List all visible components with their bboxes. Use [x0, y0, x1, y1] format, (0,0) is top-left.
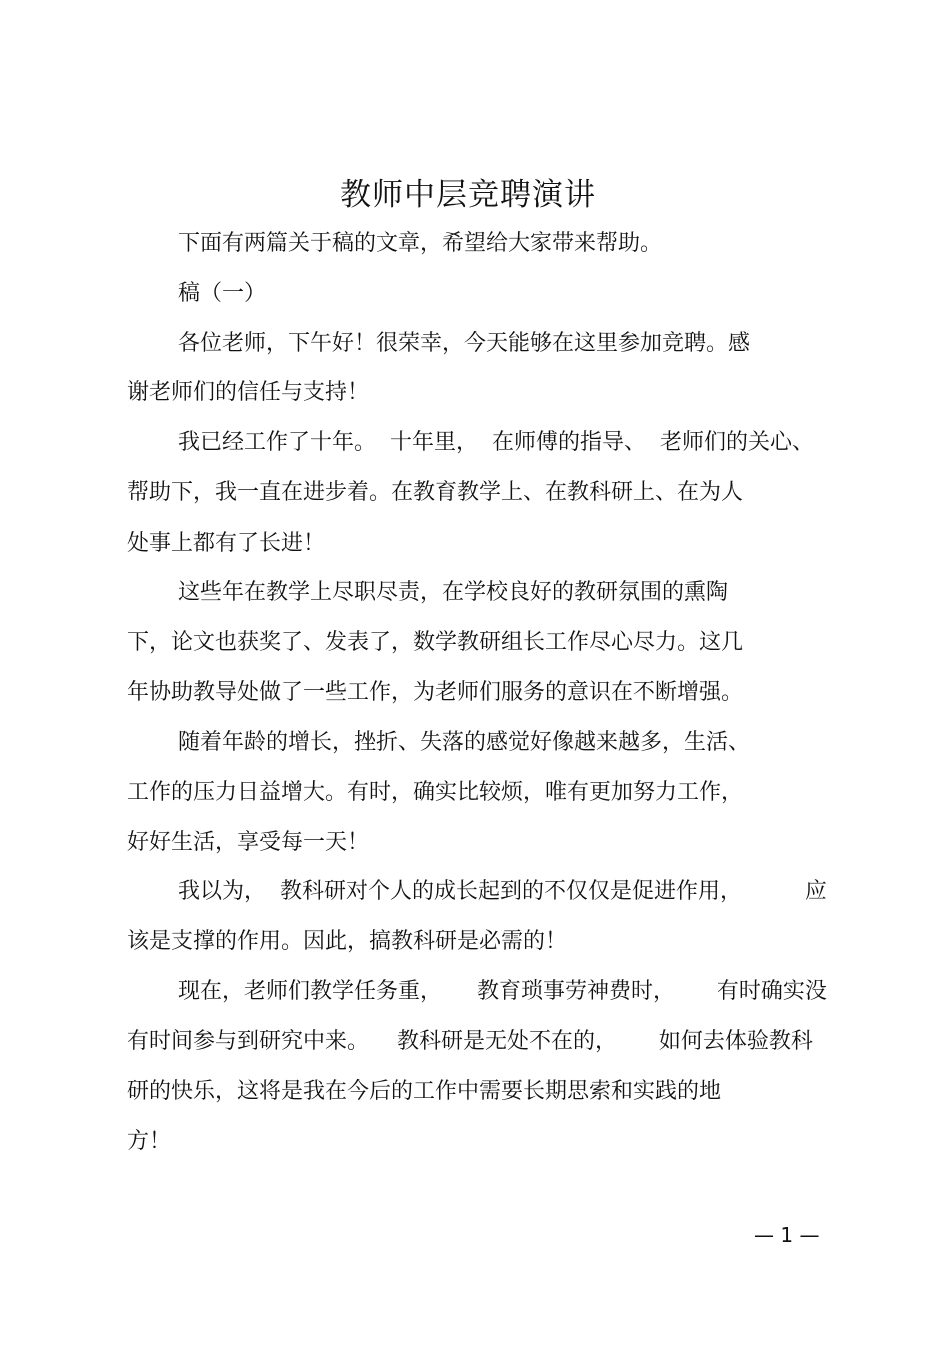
page-number: — 1 — — [754, 1223, 820, 1247]
body-line: 处事上都有了长进！ — [127, 531, 326, 556]
body-line: 我以为， 教科研对个人的成长起到的不仅仅是促进作用， 应 — [178, 879, 827, 904]
body-line: 年协助教导处做了一些工作，为老师们服务的意识在不断增强。 — [127, 680, 744, 705]
intro-line: 下面有两篇关于稿的文章，希望给大家带来帮助。 — [178, 231, 663, 256]
body-line: 各位老师，下午好！很荣幸，今天能够在这里参加竞聘。感 — [178, 331, 751, 356]
body-line: 好好生活，享受每一天！ — [127, 830, 370, 855]
body-line: 这些年在教学上尽职尽责，在学校良好的教研氛围的熏陶 — [178, 580, 729, 605]
body-line: 研的快乐，这将是我在今后的工作中需要长期思索和实践的地 — [127, 1079, 722, 1104]
section-heading: 稿（一） — [178, 281, 267, 306]
body-line: 随着年龄的增长，挫折、失落的感觉好像越来越多，生活、 — [178, 730, 751, 755]
body-line: 现在，老师们教学任务重， 教育琐事劳神费时， 有时确实没 — [178, 979, 827, 1004]
page-title: 教师中层竞聘演讲 — [340, 177, 596, 213]
body-line: 有时间参与到研究中来。 教科研是无处不在的， 如何去体验教科 — [127, 1029, 813, 1054]
body-line: 谢老师们的信任与支持！ — [127, 380, 370, 405]
body-line: 下，论文也获奖了、发表了，数学教研组长工作尽心尽力。这几 — [127, 630, 744, 655]
body-line: 帮助下，我一直在进步着。在教育教学上、在教科研上、在为人 — [127, 480, 744, 505]
body-line: 工作的压力日益增大。有时，确实比较烦，唯有更加努力工作， — [127, 780, 744, 805]
body-line: 该是支撑的作用。因此，搞教科研是必需的！ — [127, 929, 568, 954]
body-line: 方！ — [127, 1129, 172, 1154]
body-line: 我已经工作了十年。 十年里， 在师傅的指导、 老师们的关心、 — [178, 430, 814, 455]
